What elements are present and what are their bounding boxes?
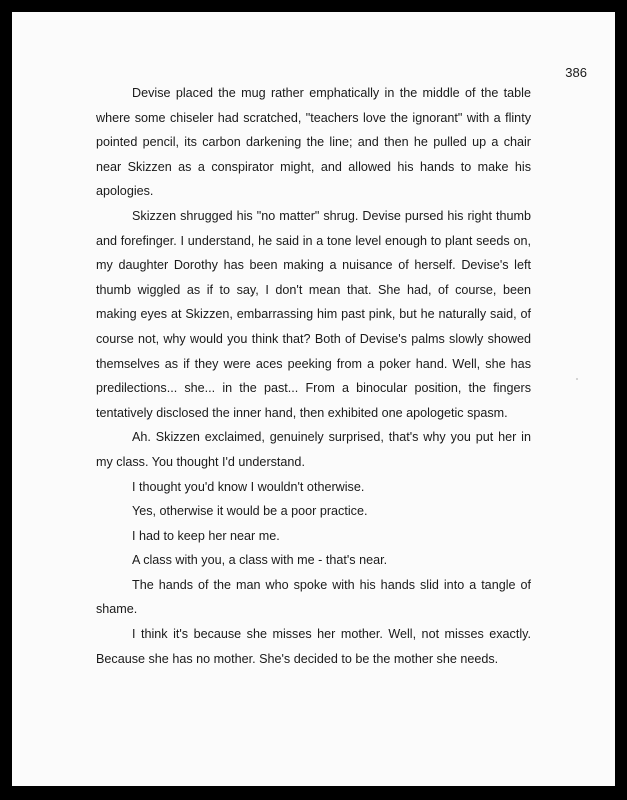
manuscript-page	[12, 12, 615, 786]
paragraph-3: Ah. Skizzen exclaimed, genuinely surprised, that's why you put her in my class. You thought I'd understand.	[96, 430, 531, 469]
paragraph-8: The hands of the man who spoke with his hands slid into a tangle of shame.	[96, 577, 531, 617]
paragraph-7: A class with you, a class with me - that's near.	[132, 553, 388, 568]
page-number: 386	[565, 65, 587, 80]
body-text	[96, 81, 531, 671]
paragraph-4: I thought you'd know I wouldn't otherwise.	[132, 479, 365, 494]
paragraph-9: I think it's because she misses her mother. Well, not misses exactly. Because she has no mother. She's decided to be the mother she needs.	[96, 627, 531, 666]
paper-speck	[576, 378, 578, 380]
paragraph-1: Devise placed the mug rather emphatically in the middle of the table where some chiseler had scratched, "teachers love the ignorant" with a flinty pointed pencil, its carbon darkening the line; and then he pulled up a chair near Skizzen as a conspirator might, and allowed his hands to make his apologies.	[96, 86, 531, 199]
paragraph-6: I had to keep her near me.	[132, 528, 280, 543]
paragraph-5: Yes, otherwise it would be a poor practice.	[132, 504, 368, 519]
paragraph-2: Skizzen shrugged his "no matter" shrug. Devise pursed his right thumb and forefinger. I understand, he said in a tone level enough to plant seeds on, my daughter Dorothy has been making a nuisance of herself. Devise's left thumb wiggled as if to say, I don't mean that. She had, of course, been making eyes at Skizzen, embarrassing him past pink, but he naturally said, of course not, why would you think that? Both of Devise's palms slowly showed themselves as if they were aces peeking from a poker hand. Well, she has predilections... she... in the past... From a binocular position, the fingers tentatively disclosed the inner hand, then exhibited one apologetic spasm.	[96, 208, 531, 420]
